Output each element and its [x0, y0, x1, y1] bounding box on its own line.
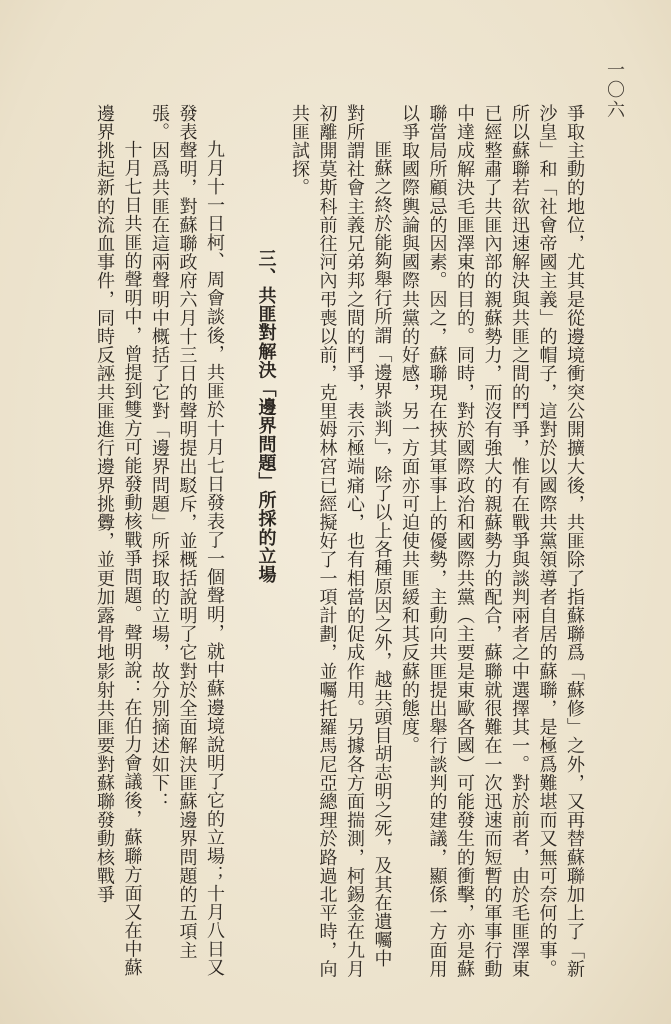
section-heading: 三、共匪對解決「邊界問題」所採的立場: [255, 249, 277, 584]
page-number: 一〇六: [604, 60, 625, 120]
paragraph: 爭取主動的地位，尤其是從邊境衝突公開擴大後，共匪除了指蘇聯爲「蘇修」之外，又再替蘇聯加上了「新沙皇」和「社會帝國主義」的帽子，這對於以國際共黨領導者自居的蘇聯，是極爲難堪而又無可奈何的事。所以蘇聯若欲迅速解決與共匪之間的鬥爭，惟有在戰爭與談判兩者之中選擇其一。對於前者，由於毛匪澤東已經整肅了共匪內部的親蘇勢力，而沒有強大的親蘇勢力的配合，蘇聯就很難在一次迅速而短暫的軍事行動中達成解決毛匪澤東的目的。同時，對於國際政治和國際共黨（主要是東歐各國）可能發生的衝擊，亦是蘇聯當局所顧忌的因素。因之，蘇聯現在挾其軍事上的優勢，主動向共匪提出舉行談判的建議，顯係一方面用以爭取國際輿論與國際共黨的好感，另一方面亦可迫使共匪緩和其反蘇的態度。: [399, 104, 585, 979]
paragraph: 匪蘇之終於能夠舉行所謂「邊界談判」，除了以上各種原因之外，越共頭目胡志明之死，及其在遺囑中對所謂社會主義兄弟邦之間的鬥爭，表示極端痛心，也有相當的促成作用。另據各方面揣測，柯錫金在九月初離開莫斯科前往河內弔喪以前，克里姆林宮已經擬好了一項計劃，並囑托羅馬尼亞總理於路過北平時，向共匪試探。: [289, 104, 393, 979]
body-text: [88, 104, 588, 984]
paragraph: 九月十一日柯、周會談後，共匪於十月七日發表了一個聲明，就中蘇邊境說明了它的立場；十月八日又發表聲明，對蘇聯政府六月十三日的聲明提出駁斥，並概括說明了它對於全面解決匪蘇邊界問題的五項主張。因爲共匪在這兩聲明中概括了它對「邊界問題」所採取的立場，故分別摘述如下：: [149, 104, 225, 977]
paragraph: 十月七日共匪的聲明中，曾提到雙方可能發動核戰爭問題。聲明說：在伯力會議後，蘇聯方面又在中蘇邊界挑起新的流血事件，同時反誣共匪進行邊界挑釁，並更加露骨地影射共匪要對蘇聯發動核戰爭: [94, 104, 143, 977]
